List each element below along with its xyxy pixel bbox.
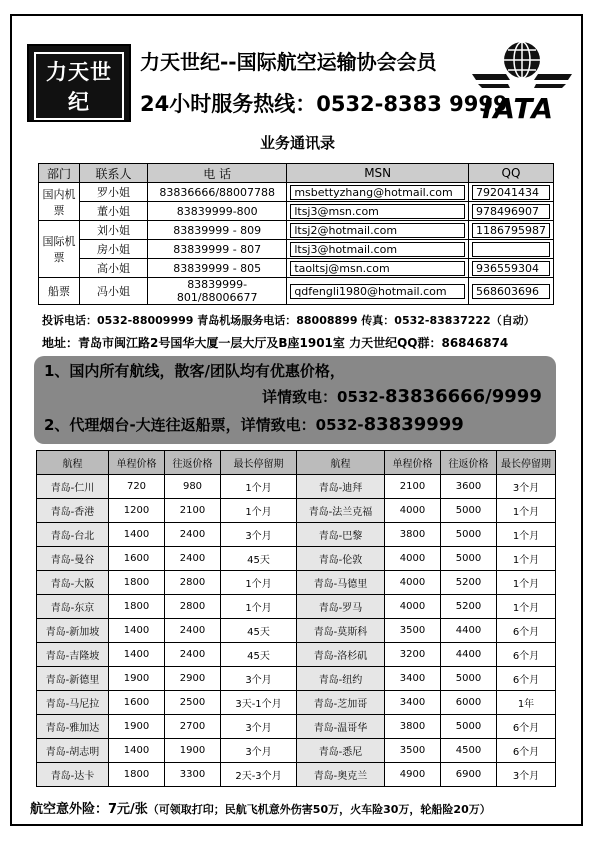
route-col-header: 航程 bbox=[297, 451, 385, 475]
route-cell: 青岛-伦敦 bbox=[297, 547, 385, 571]
col-header-phone: 电 话 bbox=[148, 164, 287, 183]
route-cell: 青岛-台北 bbox=[37, 523, 109, 547]
roundtrip-price-cell: 2100 bbox=[165, 499, 221, 523]
contact-msn: qdfengli1980@hotmail.com bbox=[290, 284, 465, 299]
max-stay-cell: 1个月 bbox=[497, 595, 556, 619]
table-row bbox=[37, 739, 556, 763]
routes-header-row bbox=[37, 451, 556, 475]
insurance-detail: （可领取打印；民航飞机意外伤害50万，火车险30万，轮船险20万） bbox=[147, 803, 491, 816]
roundtrip-price-cell: 5000 bbox=[441, 667, 497, 691]
roundtrip-price-cell: 2400 bbox=[165, 547, 221, 571]
oneway-price-cell: 3200 bbox=[385, 643, 441, 667]
contact-qq: 978496907 bbox=[472, 204, 550, 219]
table-row bbox=[37, 523, 556, 547]
col-header-msn: MSN bbox=[287, 164, 469, 183]
headline: 力天世纪--国际航空运输协会会员 bbox=[140, 50, 437, 74]
route-cell: 青岛-东京 bbox=[37, 595, 109, 619]
max-stay-cell: 3个月 bbox=[221, 523, 297, 547]
roundtrip-price-cell: 2400 bbox=[165, 619, 221, 643]
route-cell: 青岛-达卡 bbox=[37, 763, 109, 787]
oneway-price-cell: 1200 bbox=[109, 499, 165, 523]
oneway-price-cell: 4000 bbox=[385, 547, 441, 571]
oneway-price-cell: 2100 bbox=[385, 475, 441, 499]
max-stay-cell: 1个月 bbox=[221, 595, 297, 619]
max-stay-cell: 1个月 bbox=[497, 547, 556, 571]
route-cell: 青岛-悉尼 bbox=[297, 739, 385, 763]
max-stay-cell: 45天 bbox=[221, 547, 297, 571]
oneway-price-cell: 3800 bbox=[385, 523, 441, 547]
roundtrip-price-cell: 2500 bbox=[165, 691, 221, 715]
route-cell: 青岛-胡志明 bbox=[37, 739, 109, 763]
roundtrip-price-cell: 5000 bbox=[441, 499, 497, 523]
max-stay-cell: 1个月 bbox=[221, 571, 297, 595]
route-cell: 青岛-吉隆坡 bbox=[37, 643, 109, 667]
table-row bbox=[37, 643, 556, 667]
route-cell: 青岛-洛杉矶 bbox=[297, 643, 385, 667]
route-cell: 青岛-马尼拉 bbox=[37, 691, 109, 715]
contact-name: 冯小姐 bbox=[80, 278, 148, 305]
insurance-line bbox=[30, 798, 491, 817]
routes-price-table bbox=[36, 450, 556, 787]
contacts-header-row bbox=[39, 164, 554, 183]
contact-name: 刘小姐 bbox=[80, 221, 148, 240]
route-col-header: 最长停留期 bbox=[221, 451, 297, 475]
contact-qq: 1186795987 bbox=[472, 223, 550, 238]
roundtrip-price-cell: 2400 bbox=[165, 523, 221, 547]
max-stay-cell: 3天-1个月 bbox=[221, 691, 297, 715]
route-cell: 青岛-罗马 bbox=[297, 595, 385, 619]
roundtrip-price-cell: 1900 bbox=[165, 739, 221, 763]
route-cell: 青岛-马德里 bbox=[297, 571, 385, 595]
contact-name: 房小姐 bbox=[80, 240, 148, 259]
route-cell: 青岛-纽约 bbox=[297, 667, 385, 691]
oneway-price-cell: 1400 bbox=[109, 643, 165, 667]
promo-line-3-number: 83839999 bbox=[363, 414, 464, 435]
max-stay-cell: 6个月 bbox=[497, 715, 556, 739]
table-row bbox=[37, 499, 556, 523]
max-stay-cell: 1个月 bbox=[497, 499, 556, 523]
oneway-price-cell: 3500 bbox=[385, 739, 441, 763]
roundtrip-price-cell: 2900 bbox=[165, 667, 221, 691]
contact-msn: ltsj3@hotmail.com bbox=[290, 242, 465, 257]
insurance-main: 航空意外险：7元/张 bbox=[30, 802, 148, 817]
iata-logo-text: IATA bbox=[482, 92, 555, 125]
contact-name: 董小姐 bbox=[80, 202, 148, 221]
promo-line-3-text: 2、代理烟台-大连往返船票，详情致电：0532- bbox=[44, 416, 364, 434]
complaint-fax-line: 投诉电话：0532-88009999 青岛机场服务电话：88008899 传真：0532-83837222（自动） bbox=[42, 314, 535, 327]
dept-cell: 船票 bbox=[39, 278, 80, 305]
promo-line-2 bbox=[262, 386, 542, 407]
routes-body bbox=[37, 475, 556, 787]
max-stay-cell: 3个月 bbox=[497, 475, 556, 499]
table-row bbox=[37, 547, 556, 571]
oneway-price-cell: 4000 bbox=[385, 571, 441, 595]
route-col-header: 单程价格 bbox=[385, 451, 441, 475]
oneway-price-cell: 1800 bbox=[109, 763, 165, 787]
contact-phone: 83839999 - 807 bbox=[148, 240, 287, 259]
route-cell: 青岛-香港 bbox=[37, 499, 109, 523]
table-row bbox=[37, 763, 556, 787]
roundtrip-price-cell: 6900 bbox=[441, 763, 497, 787]
max-stay-cell: 1个月 bbox=[497, 523, 556, 547]
route-cell: 青岛-新德里 bbox=[37, 667, 109, 691]
table-row bbox=[37, 571, 556, 595]
contact-name: 高小姐 bbox=[80, 259, 148, 278]
oneway-price-cell: 4000 bbox=[385, 595, 441, 619]
oneway-price-cell: 720 bbox=[109, 475, 165, 499]
route-cell: 青岛-大阪 bbox=[37, 571, 109, 595]
route-cell: 青岛-芝加哥 bbox=[297, 691, 385, 715]
route-cell: 青岛-温哥华 bbox=[297, 715, 385, 739]
address-line: 地址：青岛市闽江路2号国华大厦一层大厅及B座1901室 力天世纪QQ群：86846874 bbox=[42, 336, 509, 350]
contact-phone: 83836666/88007788 bbox=[148, 183, 287, 202]
table-row bbox=[39, 202, 554, 221]
route-col-header: 往返价格 bbox=[165, 451, 221, 475]
col-header-contact: 联系人 bbox=[80, 164, 148, 183]
logo-tagline: 机票·酒店·旅游 bbox=[41, 130, 117, 143]
table-row bbox=[37, 691, 556, 715]
roundtrip-price-cell: 4400 bbox=[441, 643, 497, 667]
roundtrip-price-cell: 5000 bbox=[441, 547, 497, 571]
roundtrip-price-cell: 6000 bbox=[441, 691, 497, 715]
dept-cell: 国际机票 bbox=[39, 221, 80, 278]
dept-cell: 国内机票 bbox=[39, 183, 80, 221]
max-stay-cell: 6个月 bbox=[497, 739, 556, 763]
max-stay-cell: 1个月 bbox=[497, 571, 556, 595]
oneway-price-cell: 1400 bbox=[109, 523, 165, 547]
max-stay-cell: 3个月 bbox=[221, 715, 297, 739]
route-cell: 青岛-曼谷 bbox=[37, 547, 109, 571]
contact-phone: 83839999-800 bbox=[148, 202, 287, 221]
contacts-table bbox=[38, 163, 554, 305]
section-title: 业务通讯录 bbox=[259, 134, 335, 152]
table-row bbox=[37, 595, 556, 619]
roundtrip-price-cell: 5000 bbox=[441, 523, 497, 547]
table-row bbox=[37, 667, 556, 691]
max-stay-cell: 1个月 bbox=[221, 475, 297, 499]
table-row bbox=[39, 221, 554, 240]
oneway-price-cell: 4900 bbox=[385, 763, 441, 787]
oneway-price-cell: 3800 bbox=[385, 715, 441, 739]
roundtrip-price-cell: 2800 bbox=[165, 595, 221, 619]
oneway-price-cell: 4000 bbox=[385, 499, 441, 523]
service-hotline: 24小时服务热线：0532-8383 9999 bbox=[140, 92, 508, 116]
max-stay-cell: 45天 bbox=[221, 643, 297, 667]
oneway-price-cell: 3400 bbox=[385, 667, 441, 691]
max-stay-cell: 1个月 bbox=[221, 499, 297, 523]
max-stay-cell: 6个月 bbox=[497, 667, 556, 691]
roundtrip-price-cell: 2700 bbox=[165, 715, 221, 739]
promo-line-3 bbox=[44, 414, 464, 435]
promo-line-2-number: 83836666/9999 bbox=[384, 386, 542, 407]
route-col-header: 最长停留期 bbox=[497, 451, 556, 475]
oneway-price-cell: 1600 bbox=[109, 691, 165, 715]
table-row bbox=[37, 619, 556, 643]
contact-qq: 568603696 bbox=[472, 284, 550, 299]
max-stay-cell: 6个月 bbox=[497, 643, 556, 667]
oneway-price-cell: 1800 bbox=[109, 595, 165, 619]
contact-qq: 792041434 bbox=[472, 185, 550, 200]
roundtrip-price-cell: 2400 bbox=[165, 643, 221, 667]
col-header-qq: QQ bbox=[469, 164, 554, 183]
route-cell: 青岛-雅加达 bbox=[37, 715, 109, 739]
table-row bbox=[37, 715, 556, 739]
max-stay-cell: 1年 bbox=[497, 691, 556, 715]
contact-msn: ltsj2@hotmail.com bbox=[290, 223, 465, 238]
oneway-price-cell: 1400 bbox=[109, 619, 165, 643]
contact-phone: 83839999-801/88006677 bbox=[148, 278, 287, 305]
roundtrip-price-cell: 4500 bbox=[441, 739, 497, 763]
table-row bbox=[37, 475, 556, 499]
oneway-price-cell: 1800 bbox=[109, 571, 165, 595]
company-logo bbox=[27, 44, 131, 143]
max-stay-cell: 3个月 bbox=[221, 739, 297, 763]
oneway-price-cell: 1600 bbox=[109, 547, 165, 571]
max-stay-cell: 6个月 bbox=[497, 619, 556, 643]
route-col-header: 航程 bbox=[37, 451, 109, 475]
route-cell: 青岛-迪拜 bbox=[297, 475, 385, 499]
route-col-header: 单程价格 bbox=[109, 451, 165, 475]
route-cell: 青岛-莫斯科 bbox=[297, 619, 385, 643]
route-cell: 青岛-巴黎 bbox=[297, 523, 385, 547]
roundtrip-price-cell: 4400 bbox=[441, 619, 497, 643]
contact-phone: 83839999 - 809 bbox=[148, 221, 287, 240]
contact-msn: msbettyzhang@hotmail.com bbox=[290, 185, 465, 200]
max-stay-cell: 2天-3个月 bbox=[221, 763, 297, 787]
max-stay-cell: 3个月 bbox=[221, 667, 297, 691]
route-cell: 青岛-奥克兰 bbox=[297, 763, 385, 787]
roundtrip-price-cell: 3300 bbox=[165, 763, 221, 787]
route-cell: 青岛-法兰克福 bbox=[297, 499, 385, 523]
logo-name: 力天世纪 bbox=[34, 52, 124, 120]
max-stay-cell: 3个月 bbox=[497, 763, 556, 787]
promo-line-1: 1、国内所有航线，散客/团队均有优惠价格， bbox=[44, 362, 345, 380]
table-row bbox=[39, 278, 554, 305]
contact-phone: 83839999 - 805 bbox=[148, 259, 287, 278]
roundtrip-price-cell: 5000 bbox=[441, 715, 497, 739]
oneway-price-cell: 3500 bbox=[385, 619, 441, 643]
table-row bbox=[39, 183, 554, 202]
max-stay-cell: 45天 bbox=[221, 619, 297, 643]
oneway-price-cell: 1900 bbox=[109, 667, 165, 691]
oneway-price-cell: 3400 bbox=[385, 691, 441, 715]
contact-name: 罗小姐 bbox=[80, 183, 148, 202]
promo-line-2-text: 详情致电：0532- bbox=[262, 388, 385, 406]
table-row bbox=[39, 240, 554, 259]
route-cell: 青岛-仁川 bbox=[37, 475, 109, 499]
roundtrip-price-cell: 5200 bbox=[441, 571, 497, 595]
roundtrip-price-cell: 980 bbox=[165, 475, 221, 499]
roundtrip-price-cell: 5200 bbox=[441, 595, 497, 619]
roundtrip-price-cell: 2800 bbox=[165, 571, 221, 595]
contact-qq bbox=[472, 242, 550, 257]
contact-msn: ltsj3@msn.com bbox=[290, 204, 465, 219]
route-cell: 青岛-新加坡 bbox=[37, 619, 109, 643]
roundtrip-price-cell: 3600 bbox=[441, 475, 497, 499]
table-row bbox=[39, 259, 554, 278]
col-header-dept: 部门 bbox=[39, 164, 80, 183]
contact-qq: 936559304 bbox=[472, 261, 550, 276]
oneway-price-cell: 1900 bbox=[109, 715, 165, 739]
oneway-price-cell: 1400 bbox=[109, 739, 165, 763]
route-col-header: 往返价格 bbox=[441, 451, 497, 475]
contact-msn: taoltsj@msn.com bbox=[290, 261, 465, 276]
